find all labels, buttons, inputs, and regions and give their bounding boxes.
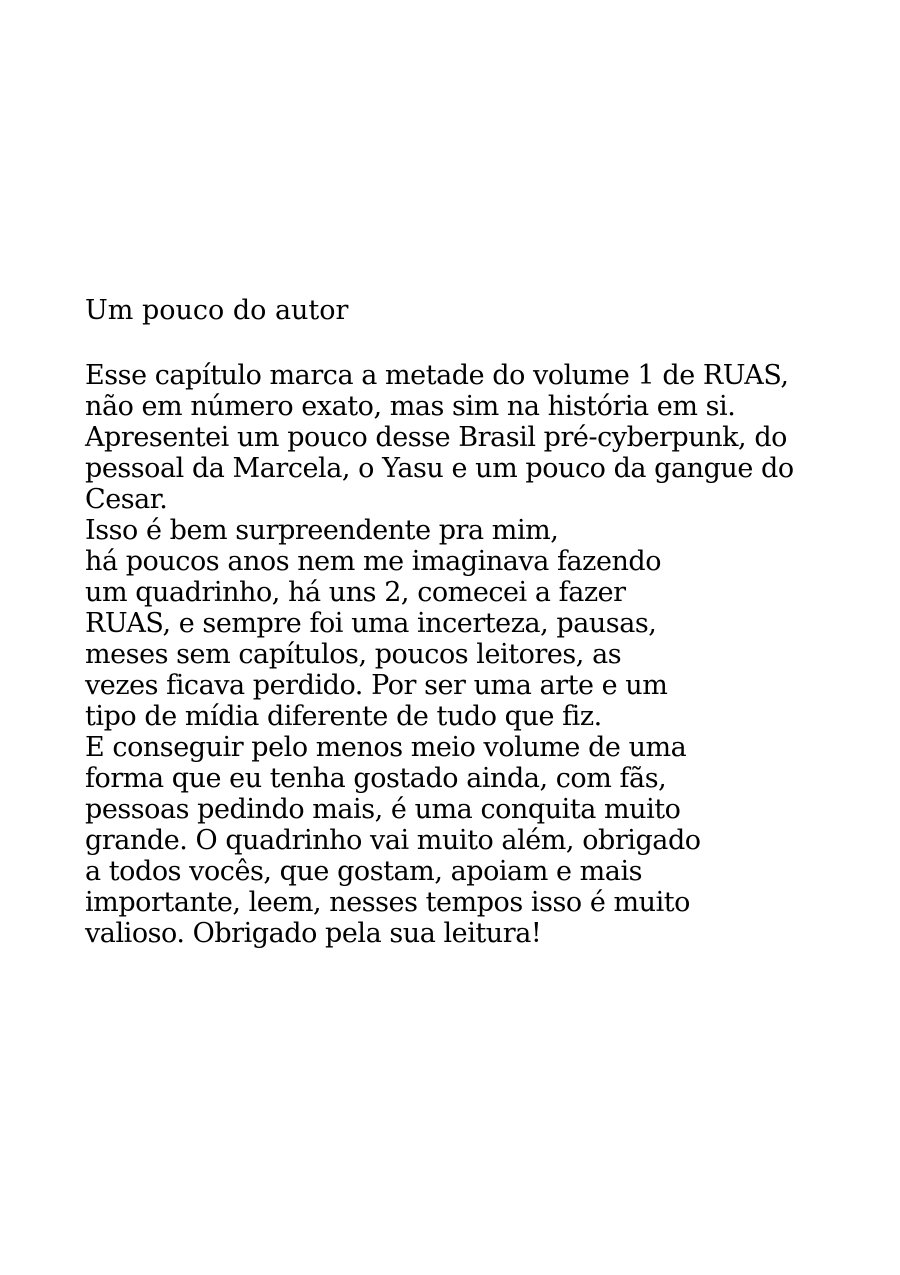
text-line: tipo de mídia diferente de tudo que fiz. [85, 701, 602, 732]
text-line: Cesar. [85, 484, 168, 515]
text-line: Isso é bem surpreendente pra mim, [85, 515, 559, 546]
text-line: grande. O quadrinho vai muito além, obrigado [85, 825, 701, 856]
text-line: Esse capítulo marca a metade do volume 1 de RUAS, [85, 360, 789, 391]
text-line: RUAS, e sempre foi uma incerteza, pausas, [85, 608, 657, 639]
text-line: pessoal da Marcela, o Yasu e um pouco da gangue do [85, 453, 794, 484]
text-line: meses sem capítulos, poucos leitores, as [85, 639, 622, 670]
text-line: a todos vocês, que gostam, apoiam e mais [85, 856, 643, 887]
text-line: vezes ficava perdido. Por ser uma arte e um [85, 670, 668, 701]
text-line: não em número exato, mas sim na história em si. [85, 391, 736, 422]
text-line: E conseguir pelo menos meio volume de uma [85, 732, 687, 763]
text-line: há poucos anos nem me imaginava fazendo [85, 546, 662, 577]
author-note [85, 294, 885, 949]
page-title: Um pouco do autor [85, 295, 349, 326]
text-line: Apresentei um pouco desse Brasil pré-cyberpunk, do [85, 422, 787, 453]
author-note-body [85, 360, 885, 949]
text-line: pessoas pedindo mais, é uma conquita muito [85, 794, 681, 825]
text-line: forma que eu tenha gostado ainda, com fãs, [85, 763, 667, 794]
text-line: valioso. Obrigado pela sua leitura! [85, 918, 542, 949]
text-line: importante, leem, nesses tempos isso é muito [85, 887, 690, 918]
text-line: um quadrinho, há uns 2, comecei a fazer [85, 577, 626, 608]
